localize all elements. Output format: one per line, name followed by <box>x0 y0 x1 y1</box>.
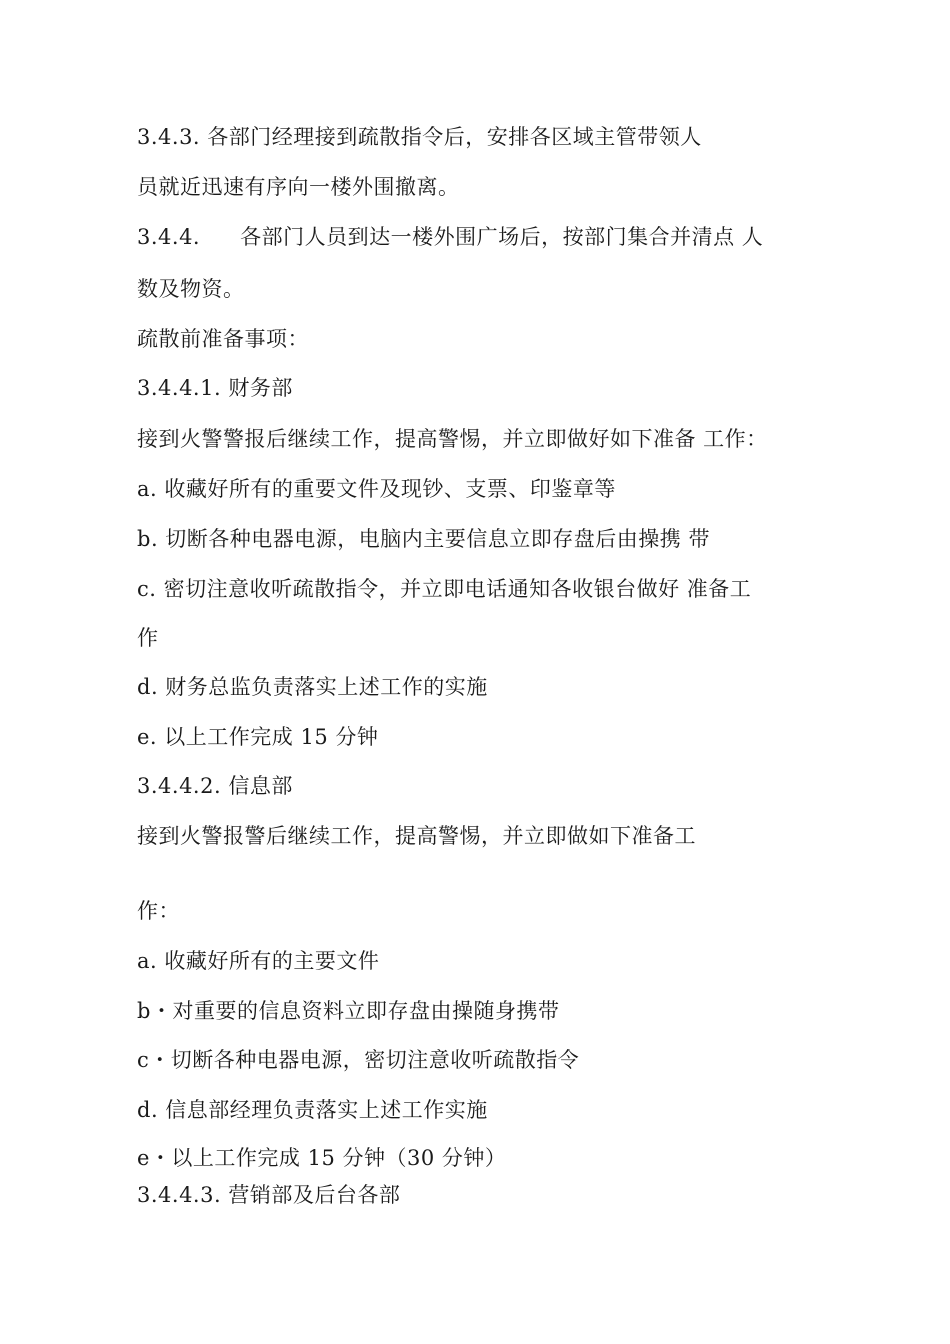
list-item: a. 收藏好所有的重要文件及现钞、支票、印鉴章等 <box>137 477 616 501</box>
list-item: c・切断各种电器电源，密切注意收听疏散指令 <box>137 1048 580 1072</box>
text-line: 接到火警报警后继续工作，提高警惕，并立即做如下准备工 <box>137 824 696 848</box>
text-line: 员就近迅速有序向一楼外围撤离。 <box>137 175 460 199</box>
list-item: a. 收藏好所有的主要文件 <box>137 949 380 973</box>
section-heading: 3.4.4.2. 信息部 <box>137 774 293 798</box>
list-item: b. 切断各种电器电源，电脑内主要信息立即存盘后由操携 带 <box>137 527 710 551</box>
section-heading: 3.4.4.1. 财务部 <box>137 376 293 400</box>
text-line: 接到火警警报后继续工作，提高警惕，并立即做好如下准备 工作： <box>137 427 768 451</box>
list-item: e・以上工作完成 15 分钟（30 分钟） <box>137 1146 507 1170</box>
list-item: d. 信息部经理负责落实上述工作实施 <box>137 1098 488 1122</box>
text-line: 作 <box>137 626 159 650</box>
text-line: 3.4.3. 各部门经理接到疏散指令后，安排各区域主管带领人 <box>137 125 702 149</box>
section-text: 各部门人员到达一楼外围广场后，按部门集合并清点 人 <box>240 225 764 249</box>
text-line: 数及物资。 <box>137 277 245 301</box>
text-line: 作： <box>137 899 180 923</box>
section-number: 3.4.4. <box>137 225 201 249</box>
text-line: 疏散前准备事项： <box>137 327 309 351</box>
list-item: e. 以上工作完成 15 分钟 <box>137 725 379 749</box>
list-item: b・对重要的信息资料立即存盘由操随身携带 <box>137 999 560 1023</box>
text-line <box>137 222 763 252</box>
list-item: d. 财务总监负责落实上述工作的实施 <box>137 675 488 699</box>
section-heading: 3.4.4.3. 营销部及后台各部 <box>137 1183 401 1207</box>
list-item: c. 密切注意收听疏散指令，并立即电话通知各收银台做好 准备工 <box>137 577 752 601</box>
